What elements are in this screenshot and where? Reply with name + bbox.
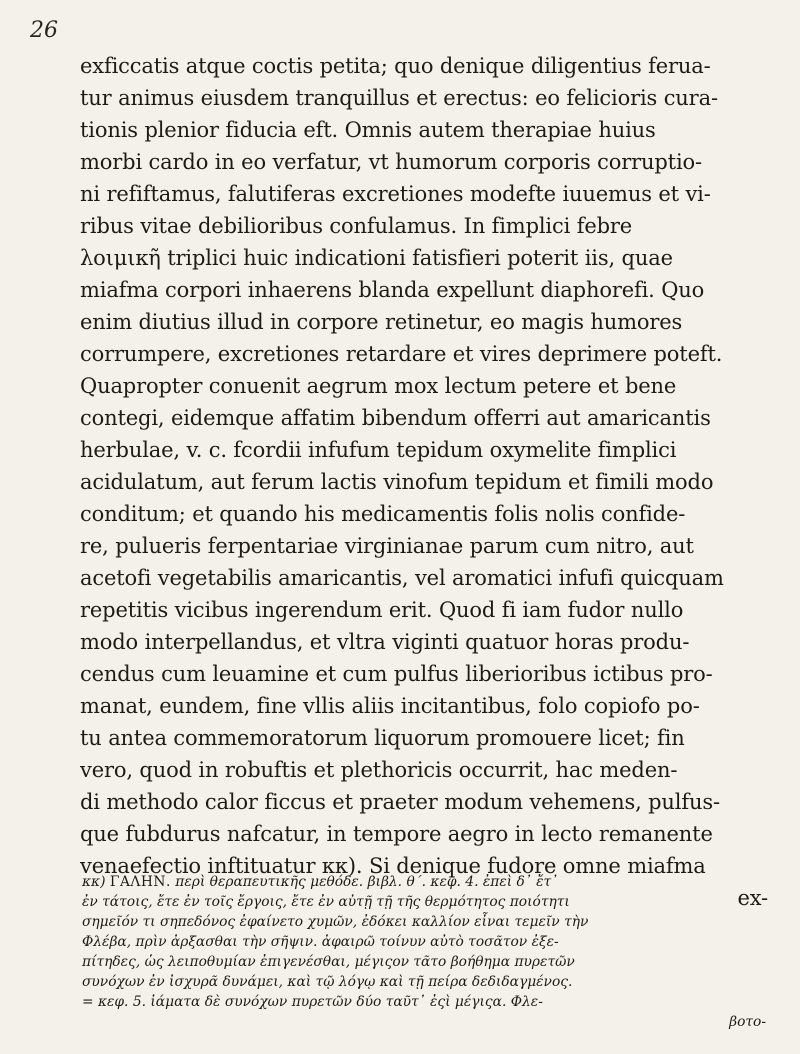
text-line: enim diutius illud in corpore retinetur, eo magis humores <box>80 310 683 334</box>
text-line: λοιμικῆ triplici huic indicationi fatisfieri poterit iis, quae <box>80 246 673 270</box>
page-number: 26 <box>30 18 58 43</box>
text-line: miafma corpori inhaerens blanda expellunt diaphorefi. Quo <box>80 278 705 302</box>
text-line: acidulatum, aut ferum lactis vinofum tepidum et fimili modo <box>80 470 714 494</box>
text-line: acetofi vegetabilis amaricantis, vel aromatici infufi quicquam <box>80 566 724 590</box>
text-line: repetitis vicibus ingerendum erit. Quod fi iam fudor nullo <box>80 598 684 622</box>
text-line: morbi cardo in eo verfatur, vt humorum corporis corruptio- <box>80 150 702 174</box>
text-line: Quapropter conuenit aegrum mox lectum petere et bene <box>80 374 677 398</box>
footnote-line: = κεφ. 5. ἰάματα δὲ συνόχων πυρετῶν δύο ταῦτ᾽ ἐςὶ μέγιςα. Φλε- <box>82 994 543 1010</box>
text-line: re, pulueris ferpentariae virginianae parum cum nitro, aut <box>80 534 694 558</box>
text-line: contegi, eidemque affatim bibendum offerri aut amaricantis <box>80 406 711 430</box>
text-line: exficcatis atque coctis petita; quo denique diligentius ferua- <box>80 54 711 78</box>
text-line: tionis plenior fiducia eft. Omnis autem therapiae huius <box>80 118 656 142</box>
footnote-line: πίτηδες, ὡς λειποθυμίαν ἐπιγενέσθαι, μέγιςον τᾶτο βοήθημα πυρετῶν <box>82 954 575 970</box>
text-line: vero, quod in robuftis et plethoricis occurrit, hac meden- <box>80 758 678 782</box>
text-line: corrumpere, excretiones retardare et vires deprimere poteft. <box>80 342 723 366</box>
text-line: conditum; et quando his medicamentis folis nolis confide- <box>80 502 686 526</box>
text-line: ribus vitae debilioribus confulamus. In fimplici febre <box>80 214 633 238</box>
text-line: di methodo calor ficcus et praeter modum vehemens, pulfus- <box>80 790 720 814</box>
text-line: venaefectio inftituatur κκ). Si denique fudore omne miafma <box>80 854 706 878</box>
text-line: manat, eundem, fine vllis aliis incitantibus, folo copiofo po- <box>80 694 700 718</box>
text-line: ni refiftamus, falutiferas excretiones modefte iuuemus et vi- <box>80 182 711 206</box>
text-line: cendus cum leuamine et cum pulfus liberioribus ictibus pro- <box>80 662 713 686</box>
footnote-heading: ΓΑΛΗΝ. <box>109 874 171 890</box>
footnote-line: σημεῖόν τι σηπεδόνος ἐφαίνετο χυμῶν, ἐδόκει καλλίον εἶναι τεμεῖν τὴν <box>82 914 589 930</box>
footnote-line: συνόχων ἐν ἰσχυρᾶ δυνάμει, καὶ τῷ λόγῳ καὶ τῇ πείρα δεδιδαγμένος. <box>82 974 573 990</box>
footnote-catchword: βοτο- <box>729 1014 766 1030</box>
text-line: que fubdurus nafcatur, in tempore aegro in lecto remanente <box>80 822 713 846</box>
text-line: tur animus eiusdem tranquillus et erectus: eo felicioris cura- <box>80 86 718 110</box>
footnote-marker: κκ) <box>82 874 106 890</box>
footnote-line: Φλέβα, πρὶν ἀρξασθαι τὴν σῆψιν. ἀφαιρῶ τοίνυν αὐτὸ τοσᾶτον ἐξε- <box>82 934 559 950</box>
main-text <box>80 50 780 914</box>
footnote-first-line <box>82 872 778 892</box>
footnote <box>82 872 778 1032</box>
text-line: herbulae, v. c. fcordii infufum tepidum oxymelite fimplici <box>80 438 677 462</box>
footnote-first-line-text: περὶ θεραπευτικῆς μεθόδε. βιβλ. θ΄. κεφ. 4. ἐπεὶ δ᾽ ἔτ᾽ <box>175 874 559 890</box>
footnote-line: ἐν τάτοις, ἔτε ἐν τοῖς ἔργοις, ἔτε ἐν αὐτῇ τῇ τῆς θερμότητος ποιότητι <box>82 894 570 910</box>
text-line: modo interpellandus, et vltra viginti quatuor horas produ- <box>80 630 690 654</box>
text-line: tu antea commemoratorum liquorum promouere licet; fin <box>80 726 685 750</box>
catchword: ex- <box>737 886 768 910</box>
